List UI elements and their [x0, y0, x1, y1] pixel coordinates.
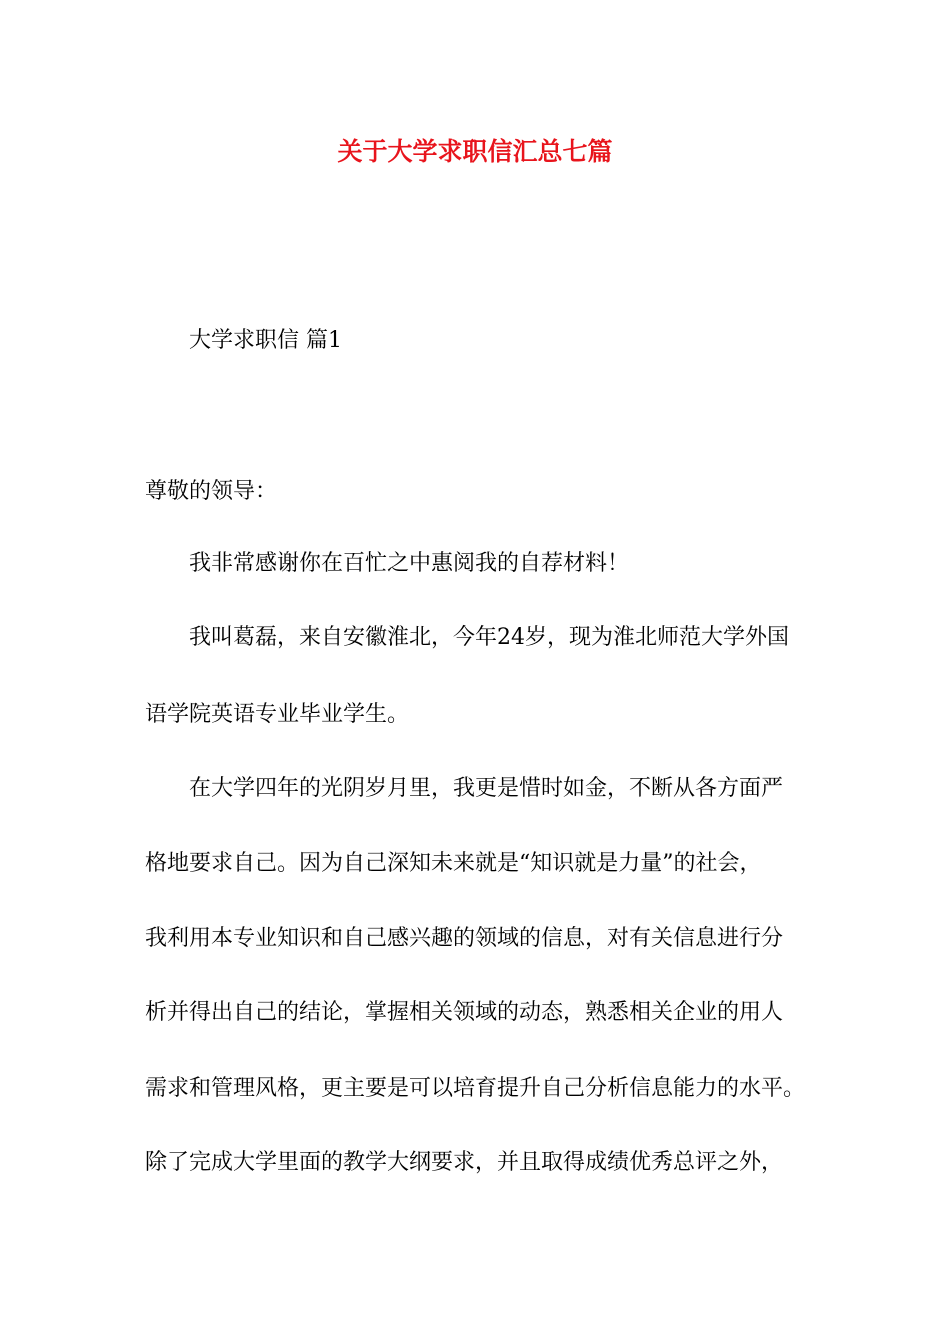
paragraph-line: 析并得出自己的结论，掌握相关领域的动态，熟悉相关企业的用人: [145, 1000, 784, 1025]
paragraph-line: 语学院英语专业毕业学生。: [145, 702, 410, 727]
paragraph-line: 格地要求自己。因为自己深知未来就是“知识就是力量”的社会，: [145, 851, 762, 876]
paragraph-line: 我利用本专业知识和自己感兴趣的领域的信息，对有关信息进行分: [145, 926, 784, 951]
paragraph-line: 我非常感谢你在百忙之中惠阅我的自荐材料！: [189, 551, 630, 576]
paragraph-line: 在大学四年的光阴岁月里，我更是惜时如金，不断从各方面严: [189, 776, 784, 801]
document-title: 关于大学求职信汇总七篇: [337, 137, 613, 166]
salutation: 尊敬的领导：: [145, 479, 278, 504]
paragraph-line: 我叫葛磊，来自安徽淮北，今年24岁，现为淮北师范大学外国: [189, 625, 789, 650]
section-heading: 大学求职信 篇1: [189, 328, 342, 353]
paragraph-line: 需求和管理风格，更主要是可以培育提升自己分析信息能力的水平。: [145, 1076, 806, 1101]
paragraph-line: 除了完成大学里面的教学大纲要求，并且取得成绩优秀总评之外，: [145, 1150, 784, 1175]
